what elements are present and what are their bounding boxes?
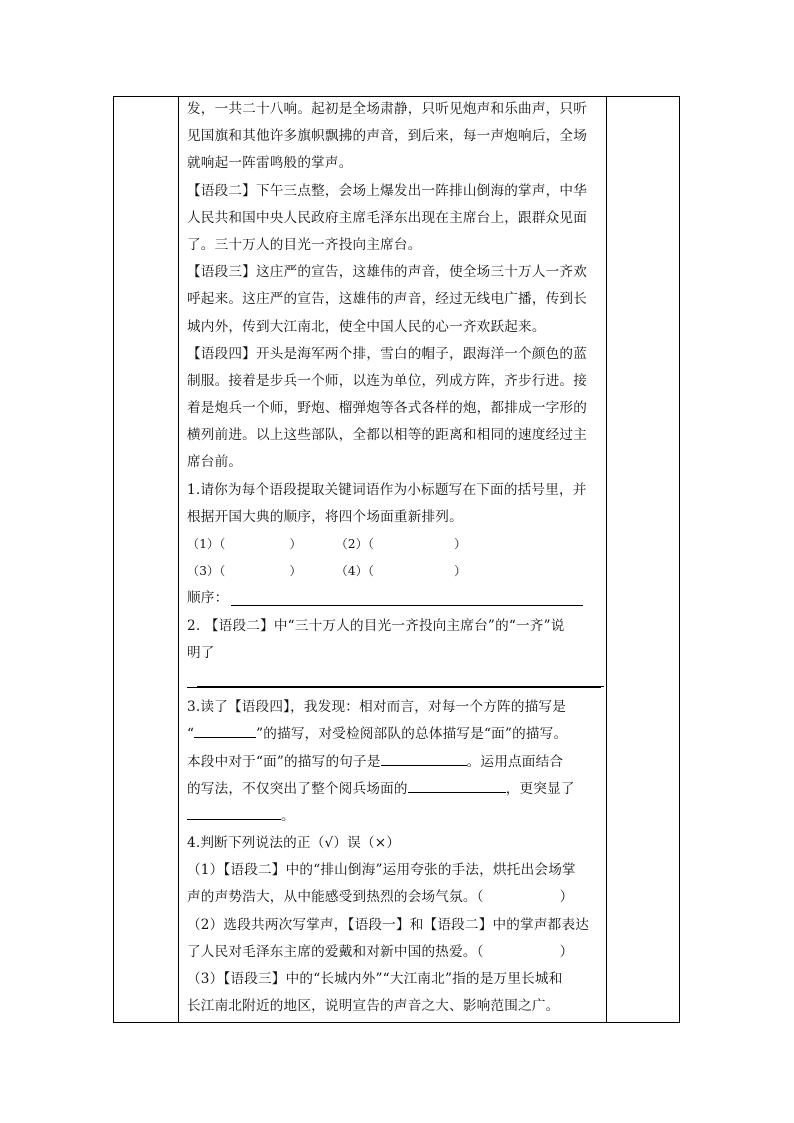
question-2-answer-line <box>187 667 601 694</box>
question-2-text: 明了 <box>187 644 215 661</box>
text-line: 着是炮兵一个师，野炮、榴弹炮等各式各样的炮，都排成一字形的 <box>187 400 588 417</box>
text-line: 城内外，传到大江南北，使全中国人民的心一齐欢跃起来。 <box>187 318 546 335</box>
text-line: 发，一共二十八响。起初是全场肃静，只听见炮声和乐曲声，只听 <box>187 101 588 117</box>
bracket-2-open: （2）（ <box>335 537 375 551</box>
answer-brackets-row <box>187 558 601 585</box>
judge-bracket-close: ） <box>559 889 574 906</box>
text-line: 了。三十万人的目光一齐投向主席台。 <box>187 236 422 253</box>
text-line: 【语段二】下午三点整，会场上爆发出一阵排山倒海的掌声，中华 <box>187 182 588 199</box>
answer-blank[interactable] <box>408 776 506 793</box>
question-3-text: 本段中对于“面”的描写的句子是 。运用点面结合 <box>187 749 601 776</box>
text-line: 呼起来。这庄严的宣告，这雄伟的声音，经过无线电广播，传到长 <box>187 291 588 308</box>
answer-brackets-row <box>187 531 601 558</box>
statement-1: （1）【语段二】中的“排山倒海”运用夸张的手法，烘托出会场掌 <box>187 862 576 879</box>
text-line: 见国旗和其他许多旗帜飘拂的声音，到后来，每一声炮响后，全场 <box>187 128 588 145</box>
text-line: 席台前。 <box>187 454 243 471</box>
question-3-text: 。 <box>187 803 601 830</box>
answer-blank[interactable] <box>187 803 281 820</box>
section-divider <box>187 687 601 688</box>
text-line: 【语段三】这庄严的宣告，这雄伟的声音，使全场三十万人一齐欢 <box>187 264 588 281</box>
bracket-3-open: （3）（ <box>187 564 226 579</box>
statement-3: 长江南北附近的地区，说明宣告的声音之大、影响范围之广。 <box>187 998 560 1015</box>
column-divider-left <box>178 97 179 1022</box>
text-line: 【语段四】开头是海军两个排，雪白的帽子，跟海洋一个颜色的蓝 <box>187 345 588 362</box>
statement-3: （3）【语段三】中的“长城内外”“大江南北”指的是万里长城和 <box>187 971 563 987</box>
order-line <box>187 585 601 612</box>
statement-2: （2）选段共两次写掌声，【语段一】和【语段二】中的掌声都表达 <box>187 916 590 933</box>
question-4-title: 4.判断下列说法的正（√）误（×） <box>187 835 401 852</box>
bracket-4-close: ） <box>454 564 467 579</box>
question-1-text: 1.请你为每个语段提取关键词语作为小标题写在下面的括号里，并 <box>187 481 587 498</box>
question-2-text: 2. 【语段二】中“三十万人的目光一齐投向主席台”的“一齐”说 <box>187 617 565 634</box>
answer-blank[interactable] <box>381 749 467 766</box>
order-answer-blank[interactable] <box>231 605 583 606</box>
question-3-text: 的写法，不仅突出了整个阅兵场面的 ，更突显了 <box>187 776 601 803</box>
answer-blank[interactable] <box>194 721 256 738</box>
text-line: 横列前进。以上这些部队，全都以相等的距离和相同的速度经过主 <box>187 427 588 444</box>
bracket-2-close: ） <box>454 537 467 551</box>
content-column <box>187 96 601 1020</box>
question-3-text: “ ”的描写，对受检阅部队的总体描写是“面”的描写。 <box>187 721 601 748</box>
bracket-1-open: （1）（ <box>187 537 226 551</box>
bracket-1-close: ） <box>289 537 302 551</box>
text-line: 制服。接着是步兵一个师，以连为单位，列成方阵，齐步行进。接 <box>187 372 588 389</box>
order-label: 顺序： <box>187 590 229 607</box>
bracket-3-close: ） <box>289 564 302 579</box>
statement-2: 了人民对毛泽东主席的爱戴和对新中国的热爱。（ ） <box>187 943 574 960</box>
question-3-text: 3.读了【语段四】，我发现：相对而言，对每一个方阵的描写是 <box>187 699 566 716</box>
statement-1: 声的声势浩大，从中能感受到热烈的会场气氛。（ ） <box>187 889 574 906</box>
judge-bracket-close: ） <box>559 943 574 960</box>
bracket-4-open: （4）（ <box>335 564 375 579</box>
question-1-text: 根据开国大典的顺序，将四个场面重新排列。 <box>187 508 463 525</box>
column-divider-right <box>606 97 607 1022</box>
text-line: 就响起一阵雷鸣般的掌声。 <box>187 155 353 172</box>
text-line: 人民共和国中央人民政府主席毛泽东出现在主席台上，跟群众见面 <box>187 209 588 226</box>
